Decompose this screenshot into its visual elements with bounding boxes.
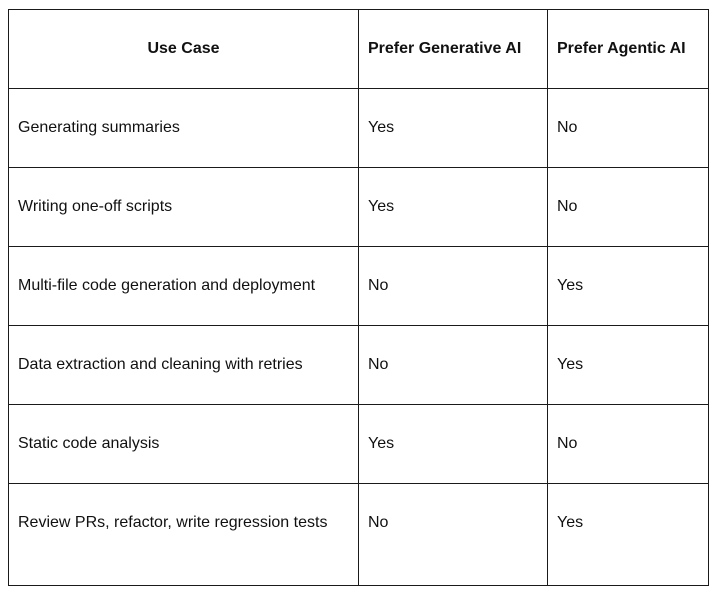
- agentic-cell: Yes: [548, 326, 709, 405]
- table-row: [9, 89, 709, 168]
- agentic-cell: No: [548, 405, 709, 484]
- use-case-cell: Writing one-off scripts: [9, 168, 359, 247]
- table-row: [9, 326, 709, 405]
- generative-cell: Yes: [359, 405, 548, 484]
- header-use-case: Use Case: [9, 10, 359, 89]
- generative-cell: No: [359, 247, 548, 326]
- generative-cell: No: [359, 326, 548, 405]
- table-row: [9, 168, 709, 247]
- agentic-cell: No: [548, 168, 709, 247]
- use-case-cell: Generating summaries: [9, 89, 359, 168]
- generative-cell: Yes: [359, 89, 548, 168]
- agentic-cell: Yes: [548, 484, 709, 586]
- generative-cell: Yes: [359, 168, 548, 247]
- generative-cell: No: [359, 484, 548, 586]
- use-case-cell: Data extraction and cleaning with retries: [9, 326, 359, 405]
- table-body: [9, 89, 709, 586]
- table-header: [9, 10, 709, 89]
- use-case-cell: Static code analysis: [9, 405, 359, 484]
- agentic-cell: No: [548, 89, 709, 168]
- agentic-cell: Yes: [548, 247, 709, 326]
- use-case-cell: Multi-file code generation and deployment: [9, 247, 359, 326]
- table-row: [9, 247, 709, 326]
- use-case-cell: Review PRs, refactor, write regression tests: [9, 484, 359, 586]
- header-row: [9, 10, 709, 89]
- header-prefer-agentic-ai: Prefer Agentic AI: [548, 10, 709, 89]
- comparison-table: [8, 9, 709, 586]
- header-prefer-generative-ai: Prefer Generative AI: [359, 10, 548, 89]
- table-row: [9, 405, 709, 484]
- table-row: [9, 484, 709, 586]
